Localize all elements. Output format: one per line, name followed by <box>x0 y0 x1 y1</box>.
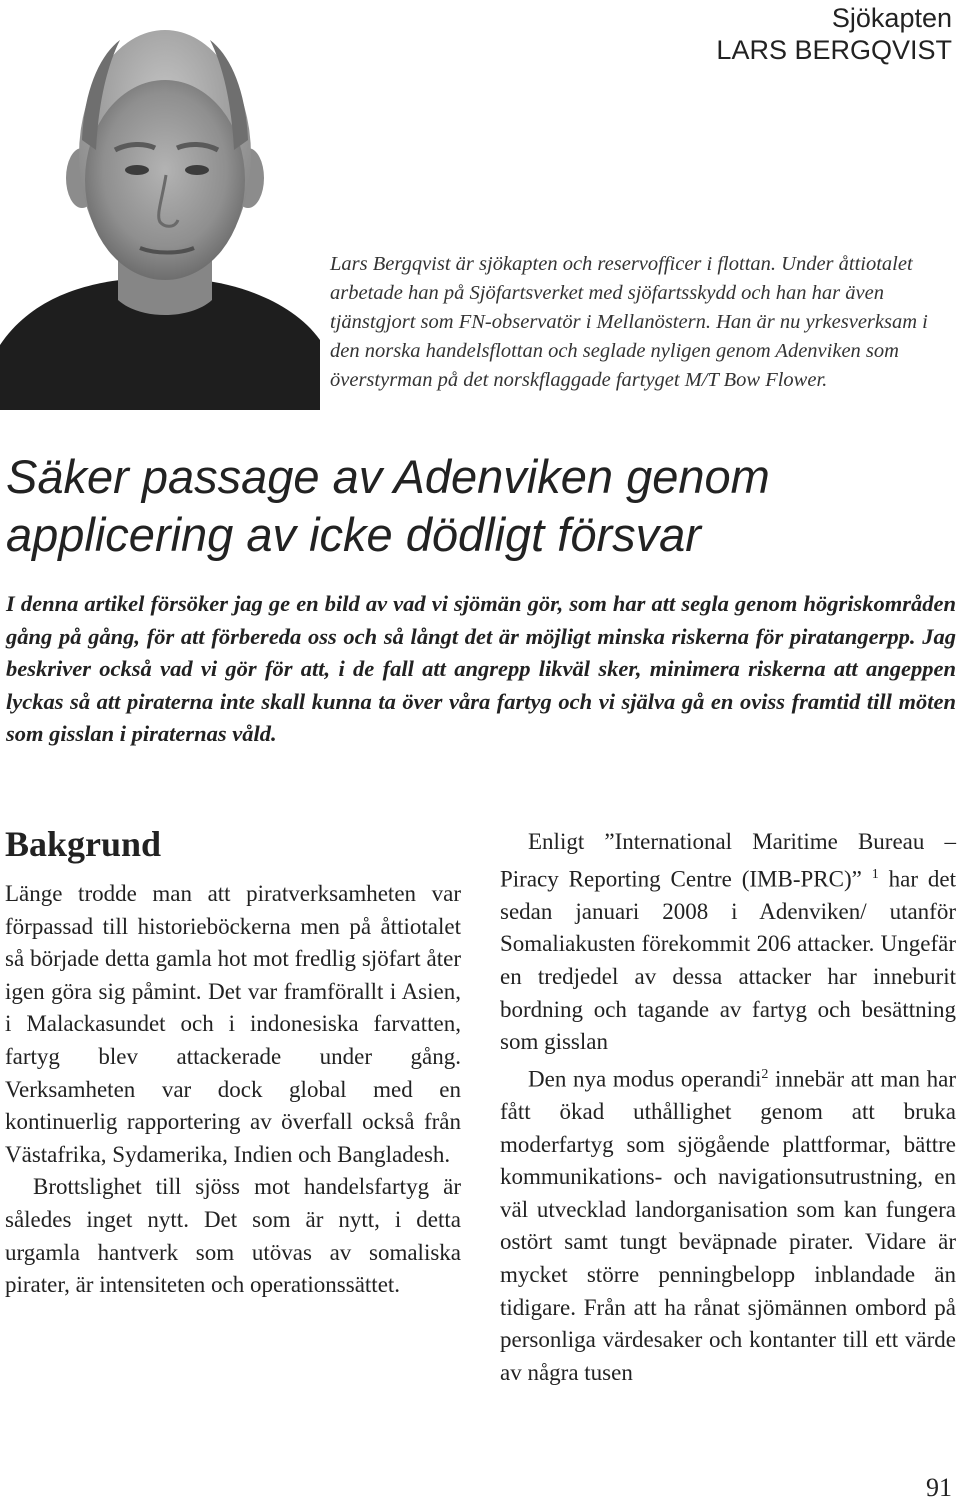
paragraph-text: Enligt ”International Maritime Bureau – Piracy Reporting Centre (IMB-PRC)” <box>500 829 956 892</box>
paragraph <box>500 826 956 1059</box>
headline-line-1: Säker passage av Adenviken genom <box>6 450 770 503</box>
paragraph-text: Den nya modus operandi <box>528 1066 762 1092</box>
article-headline <box>6 448 946 564</box>
author-name: LARS BERGQVIST <box>716 35 952 65</box>
footnote-ref: 2 <box>761 1066 769 1082</box>
paragraph-text: har det sedan januari 2008 i Adenviken/ utanför Somaliakusten förekommit 206 attacker. Ungefär en tredjedel av dessa attacker har inneburit bordning och tagande av fartyg och besättning som gisslan <box>500 866 957 1055</box>
paragraph <box>500 1059 956 1390</box>
author-header <box>716 2 952 66</box>
author-role: Sjökapten <box>831 3 952 33</box>
section-heading: Bakgrund <box>5 824 162 864</box>
page-number: 91 <box>926 1473 952 1502</box>
paragraph: Brottslighet till sjöss mot handelsfartyg är således inget nytt. Det som är nytt, i detta urgamla hantverk som utövas av somaliska pirater, är intensiteten och operationssättet. <box>5 1174 461 1298</box>
paragraph-text: innebär att man har fått ökad uthållighet genom att bruka moderfartyg som sjögående plattformar, bättre kommunikations- och navigationsutrustning, en väl utvecklad landorganisation som kan fungera ostört samt tungt beväpnade pirater. Vidare är mycket större penningbelopp inblandade än tidigare. Från att ha rånat sjömännen ombord på personliga värdesaker och kontanter till ett värde av några tusen <box>500 1066 957 1385</box>
left-column <box>5 822 461 1302</box>
footnote-ref: 1 <box>871 866 879 882</box>
author-bio: Lars Bergqvist är sjökapten och reservofficer i flottan. Under åttiotalet arbetade han på Sjöfartsverket med sjöfartsskydd och han har även tjänstgjort som FN-observatör i Mellanöstern. Han är nu yrkesverksam i den norska handelsflottan och seglade nyligen genom Adenviken som överstyrman på det norskflaggade fartyget M/T Bow Flower. <box>330 253 928 391</box>
right-column <box>500 826 956 1389</box>
author-portrait <box>0 0 320 410</box>
article-lead: I denna artikel försöker jag ge en bild av vad vi sjömän gör, som har att segla genom högriskområden gång på gång, för att förbereda oss och så långt det är möjligt minska riskerna för piratangerpp. Jag beskriver också vad vi gör för att, i de fall att angrepp likväl sker, minimera riskerna att angeppen lyckas så att piraterna inte skall kunna ta över våra fartyg och vi själva gå en oviss framtid till möten som gisslan i piraternas våld. <box>6 591 956 747</box>
paragraph: Länge trodde man att piratverksamheten var förpassad till historieböckerna men på åttiotalet så började detta gamla hot mot fredlig sjöfart åter igen göra sig påmint. Det var framförallt i Asien, i Malackasundet och i indonesiska farvatten, fartyg blev attackerade under gång. Verksamheten var dock global med en kontinuerlig rapportering av överfall också från Västafrika, Sydamerika, Indien och Bangladesh. <box>5 881 461 1167</box>
headline-line-2: applicering av icke dödligt försvar <box>6 508 701 561</box>
